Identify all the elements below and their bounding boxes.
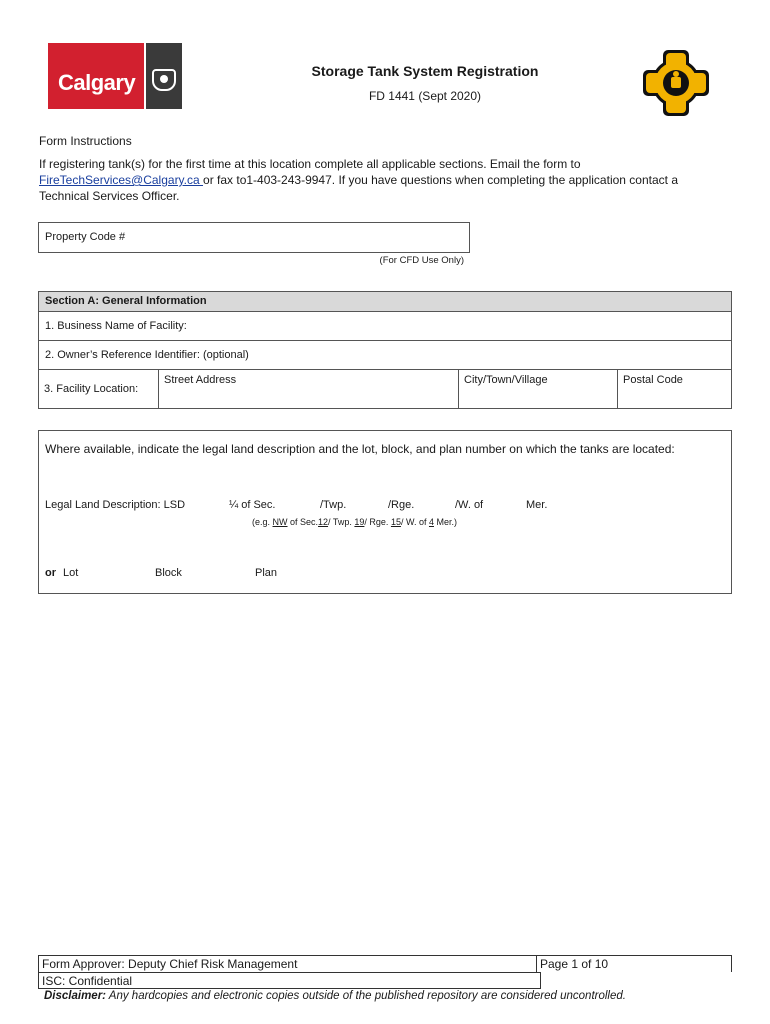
page-title: Storage Tank System Registration (311, 63, 539, 79)
instructions-text-start: If registering tank(s) for the first time at this location complete all applicable sections. Email the form to (39, 157, 581, 171)
postal-code-field[interactable] (618, 370, 731, 408)
example-prefix: (e.g. (252, 517, 273, 527)
example-quarter: NW (272, 517, 288, 527)
example-w: 4 (428, 517, 434, 527)
calgary-logo (48, 43, 182, 109)
page-footer (38, 955, 732, 1002)
business-name-field[interactable] (39, 312, 731, 341)
property-code-note: (For CFD Use Only) (379, 255, 464, 266)
legal-land-section (38, 430, 732, 594)
example-rge: 15 (390, 517, 401, 527)
plan-field[interactable]: Plan (255, 567, 278, 579)
section-a-header: Section A: General Information (39, 292, 731, 312)
block-field[interactable]: Block (155, 567, 182, 579)
disclaimer-label: Disclaimer: (44, 990, 107, 1002)
page-number: Page 1 of 10 (537, 955, 732, 972)
facility-location-label: 3. Facility Location: (39, 370, 159, 408)
west-of-field[interactable]: /W. of (455, 499, 484, 511)
example-rge-text: / Rge. (364, 517, 391, 527)
or-label: or (45, 567, 56, 579)
instructions-text-end: or fax to1-403-243-9947. If you have questions when completing the application contact a Technical Services Officer. (39, 173, 678, 203)
street-address-label: Street Address (164, 374, 237, 386)
example-sec-text: of Sec. (287, 517, 319, 527)
fire-department-badge-icon (641, 48, 711, 118)
meridian-field[interactable]: Mer. (526, 499, 548, 511)
legal-land-example (252, 517, 457, 527)
example-twp: 19 (354, 517, 365, 527)
example-suffix: Mer.) (433, 517, 457, 527)
city-label: City/Town/Village (464, 374, 548, 386)
email-link[interactable]: FireTechServices@Calgary.ca (39, 173, 204, 187)
form-code: FD 1441 (Sept 2020) (368, 89, 482, 103)
lot-field[interactable]: Lot (63, 567, 79, 579)
city-crest-icon (152, 69, 176, 91)
property-code-field[interactable] (38, 222, 470, 253)
footer-top-row (38, 955, 732, 972)
postal-code-label: Postal Code (623, 374, 683, 386)
disclaimer (38, 990, 732, 1002)
example-twp-text: / Twp. (328, 517, 355, 527)
calgary-logo-red-panel (48, 43, 144, 109)
owner-reference-field[interactable] (39, 341, 731, 370)
section-a-table (38, 291, 732, 409)
instructions-text (39, 156, 729, 204)
quarter-section-field[interactable]: ¼ of Sec. (229, 499, 276, 511)
property-code-label: Property Code # (45, 231, 126, 243)
example-sec: 12 (318, 517, 329, 527)
range-field[interactable]: /Rge. (388, 499, 415, 511)
isc-classification: ISC: Confidential (38, 972, 541, 989)
owner-reference-label: 2. Owner’s Reference Identifier: (optional) (45, 349, 249, 361)
disclaimer-text: Any hardcopies and electronic copies outside of the published repository are considered uncontrolled. (106, 990, 626, 1002)
city-crest-panel (146, 43, 182, 109)
business-name-label: 1. Business Name of Facility: (45, 320, 187, 332)
township-field[interactable]: /Twp. (320, 499, 347, 511)
legal-land-intro: Where available, indicate the legal land description and the lot, block, and plan number on which the tanks are located: (45, 442, 675, 456)
example-w-text: / W. of (400, 517, 429, 527)
city-field[interactable] (459, 370, 618, 408)
street-address-field[interactable] (159, 370, 459, 408)
calgary-logo-text: Calgary (58, 70, 136, 95)
lsd-field[interactable]: Legal Land Description: LSD (45, 499, 186, 511)
instructions-heading: Form Instructions (39, 134, 132, 148)
facility-location-row (39, 370, 731, 408)
form-approver: Form Approver: Deputy Chief Risk Management (38, 955, 537, 972)
